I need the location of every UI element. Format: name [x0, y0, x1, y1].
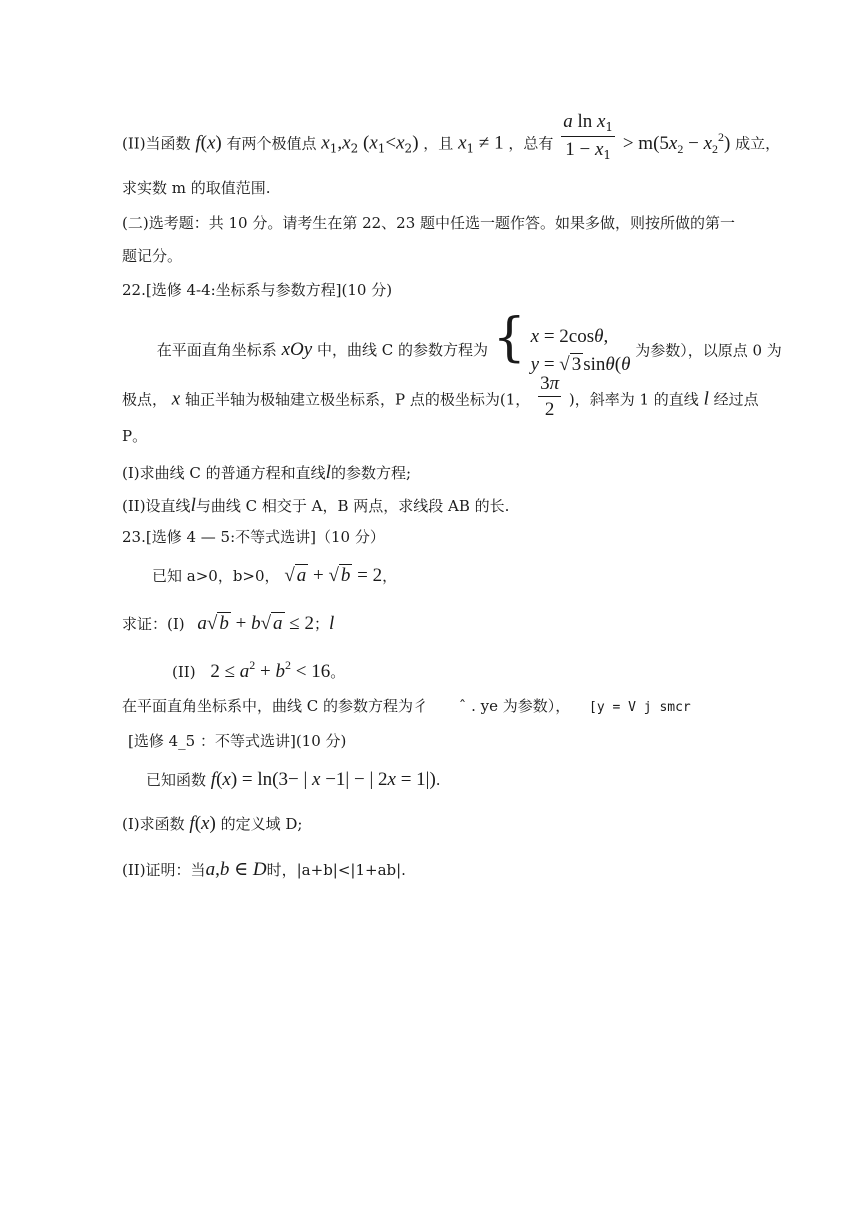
garbled-part2-b: 时，|a+b|<|1+ab|. — [266, 861, 406, 879]
math-sqrt-sum: √ a + √ b = 2 — [284, 565, 383, 586]
garbled-line1 — [122, 699, 691, 714]
q22-stem-line3: P。 — [122, 427, 148, 445]
q23-part1: 求证：(I) a√ b + b√ a ≤ 2；l — [122, 613, 335, 634]
garbled-part1: (I)求函数 f(x) 的定义域 D; — [122, 813, 303, 834]
elective-intro-line1: (二)选考题：共 10 分。请考生在第 22、23 题中任选一题作答。如果多做，则按所做的第一 — [122, 214, 736, 232]
math-ineq-1: a√ b + b√ a ≤ 2 — [197, 613, 314, 634]
math-fraction-alnx: $\frac{a \ln x_1}{1 - x_1}$ — [563, 111, 614, 162]
q22-part2-b: 与曲线 C 相交于 A，B 两点，求线段 AB 的长. — [195, 497, 510, 515]
q21-part2-prefix: (II)当函数 — [122, 134, 191, 153]
q22-part1-b: 的参数方程; — [330, 464, 411, 482]
q22-part1-a: (I)求曲线 C 的普通方程和直线 — [122, 464, 326, 482]
garbled-given: 已知函数 f(x) = ln(3− | x −1| − | 2x = 1|). — [146, 769, 441, 790]
math-inequality-rhs: > $m(5x_2 - x_2^2)$ — [622, 129, 731, 156]
garbled-part2: (II)证明：当a,b ∈ D时，|a+b|<|1+ab|. — [122, 859, 406, 880]
math-xOy: xOy — [281, 339, 313, 360]
q23-period: 。 — [330, 663, 346, 681]
math-param-system: x = 2cosθ, y = √ 3 sinθ(θ — [530, 325, 631, 375]
q22-stem-c: 为参数），以原点 0 为 — [635, 341, 782, 360]
q21-part2-suffix: 成立， — [735, 134, 781, 153]
q21-part2-line2: 求实数 m 的取值范围. — [122, 179, 271, 197]
garbled-line1-b: ˆ . ye 为参数）， — [458, 697, 571, 715]
q22-stem-line2: 极点， x 轴正半轴为极轴建立极坐标系，P 点的极坐标为(1， $\frac{3\pi}{2}$ )，斜率为 1 的直线 l 经过点 — [122, 373, 759, 420]
garbled-heading: [选修 4_5 ：不等式选讲](10 分) — [128, 732, 347, 750]
q21-part2-mid3: ，总有 — [508, 134, 554, 153]
q22-stem-b: 中，曲线 C 的参数方程为 — [316, 341, 488, 359]
q22-heading: 22.[选修 4-4:坐标系与参数方程](10 分) — [122, 281, 393, 299]
math-fraction-3pi-2: $\frac{3\pi}{2}$ — [540, 373, 560, 420]
q23-prove-label: 求证：(I) — [122, 615, 185, 633]
q22-stem2-d: 经过点 — [713, 390, 759, 409]
q22-stem2-c: )，斜率为 1 的直线 — [568, 390, 699, 409]
garbled-part1-a: (I)求函数 — [122, 815, 185, 833]
q22-part2: (II)设直线l与曲线 C 相交于 A，B 两点，求线段 AB 的长. — [122, 495, 510, 516]
q22-stem2-a: 极点， — [122, 390, 168, 409]
q23-given: 已知 a>0，b>0， √ a + √ b = 2， — [152, 565, 398, 586]
q23-given-text: 已知 a>0，b>0， — [152, 567, 280, 585]
q23-part2-label: (II) — [172, 663, 196, 681]
q22-stem-a: 在平面直角坐标系 — [156, 341, 277, 359]
garbled-part2-a: (II)证明：当 — [122, 861, 206, 879]
q21-part2-mid2: ，且 — [423, 134, 454, 153]
math-fx: f — [195, 132, 201, 154]
garbled-line1-a: 在平面直角坐标系中，曲线 C 的参数方程为彳 — [122, 697, 429, 715]
q22-part2-a: (II)设直线 — [122, 497, 191, 515]
q23-part2 — [172, 659, 345, 681]
garbled-given-a: 已知函数 — [146, 771, 207, 789]
elective-intro-line2: 题记分。 — [122, 247, 183, 265]
q22-part1: (I)求曲线 C 的普通方程和直线l的参数方程; — [122, 462, 411, 483]
garbled-part1-b: 的定义域 D; — [220, 815, 303, 833]
math-brace: { — [492, 308, 526, 368]
math-x1-x2: x — [321, 132, 330, 154]
math-fx-ln: f(x) = ln(3− | x −1| − | 2x = 1|) — [210, 769, 436, 790]
garbled-line1-c: [y = V j smcr — [589, 700, 691, 715]
q23-heading: 23.[选修 4 — 5:不等式选讲]（10 分） — [122, 528, 385, 546]
q21-part2-mid1: 有两个极值点 — [226, 134, 317, 153]
q22-stem-line1 — [122, 308, 782, 380]
q21-part2-line: (II)当函数 f(x) 有两个极值点 $x_1,x_2$ $(x_1<x_2)$ ，且 $x_1 \ne 1$ ，总有 $\frac{a \ln x_1}{1 - x_1}$ > $m(5x_2 - x_2^2)$ 成立， — [122, 111, 781, 162]
q22-stem2-b: 轴正半轴为极轴建立极坐标系，P 点的极坐标为(1， — [185, 390, 531, 409]
math-x1-ne-1: x — [458, 132, 467, 154]
math-ineq-2: $2 \le a^2 + b^2 < 16$ — [210, 658, 331, 682]
